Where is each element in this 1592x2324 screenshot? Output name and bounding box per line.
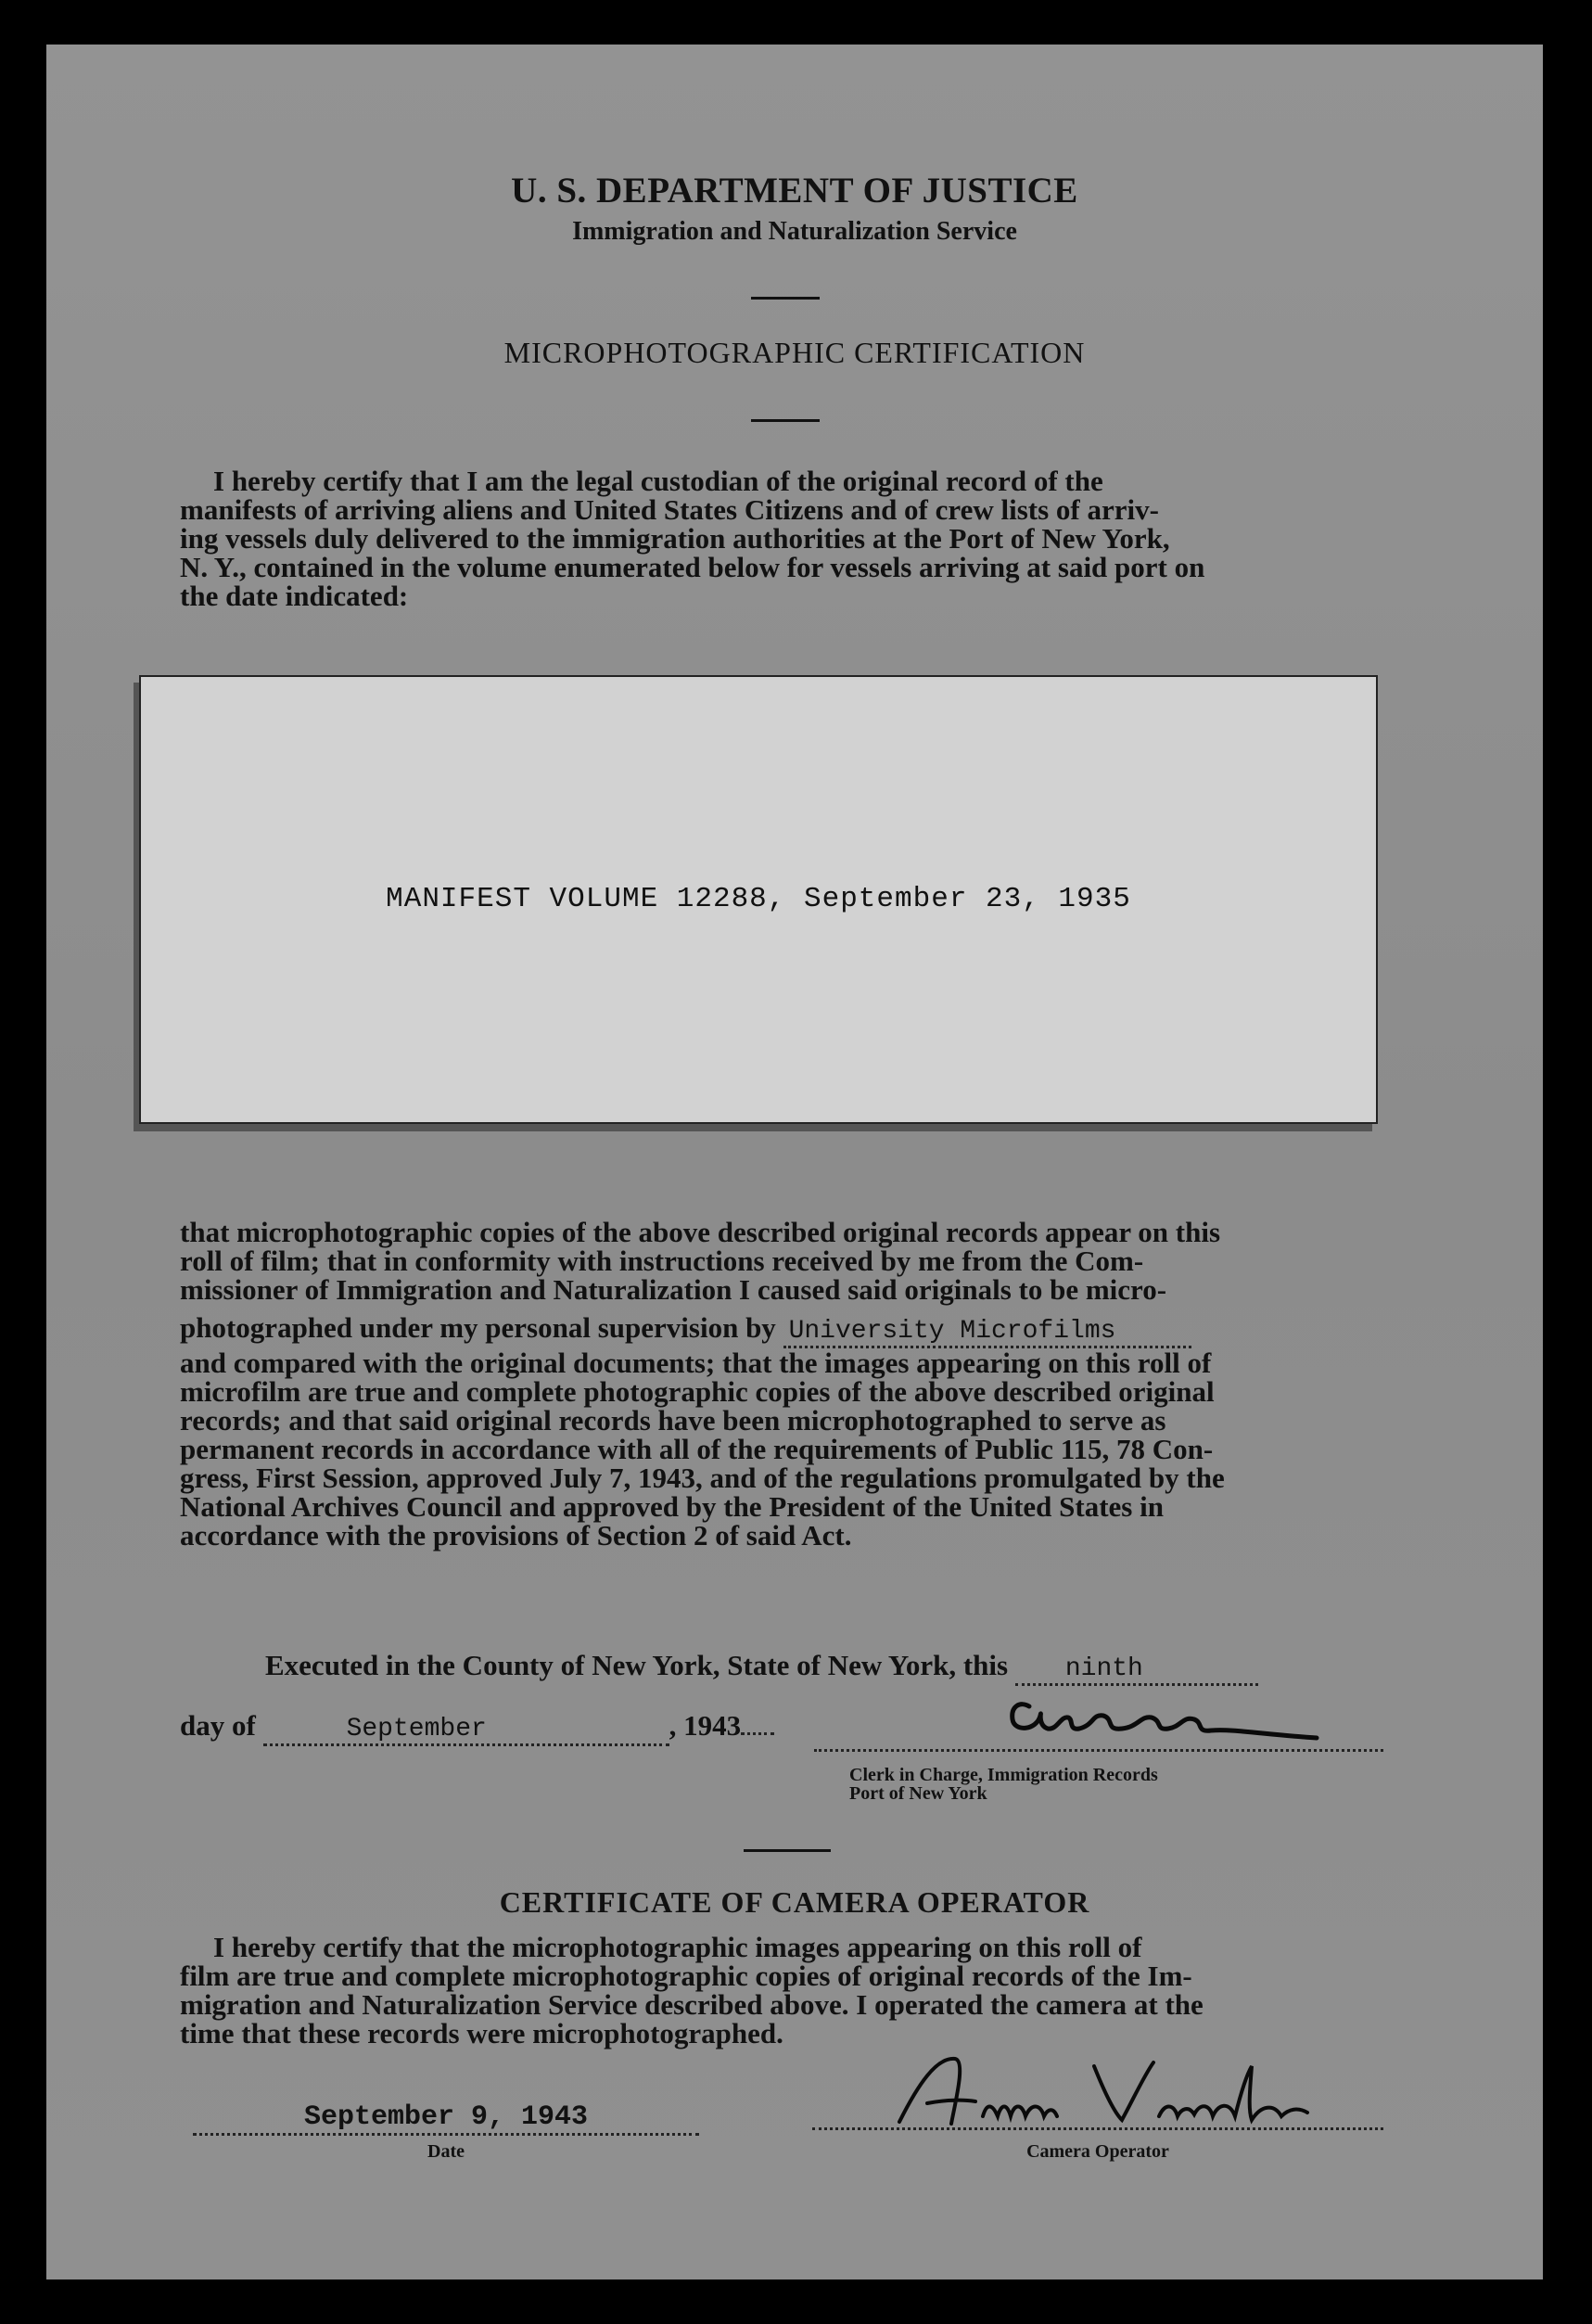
camera-line: migration and Naturalization Service described above. I operated the camera at the [180, 1988, 1204, 2021]
intro-paragraph [180, 466, 1435, 610]
date-value: September 9, 1943 [303, 2101, 589, 2133]
month-value: September [346, 1715, 487, 1743]
camera-operator-signature-line [812, 2127, 1383, 2130]
supervision-prefix: photographed under my personal supervision by [180, 1311, 776, 1344]
camera-paragraph [180, 1933, 1435, 2048]
divider [751, 419, 820, 422]
intro-line: N. Y., contained in the volume enumerated below for vessels arriving at said port on [180, 551, 1205, 583]
body-line: and compared with the original documents; that the images appearing on this roll of [180, 1347, 1212, 1379]
body-line: microfilm are true and complete photographic copies of the above described original [180, 1375, 1215, 1408]
department-heading: U. S. DEPARTMENT OF JUSTICE [511, 171, 1078, 211]
body-line: National Archives Council and approved by the President of the United States in [180, 1490, 1164, 1523]
clerk-title-line: Clerk in Charge, Immigration Records [849, 1765, 1158, 1785]
supervision-line [180, 1313, 1435, 1348]
body-line: that microphotographic copies of the above described original records appear on this [180, 1216, 1221, 1248]
body-line: accordance with the provisions of Section 2 of said Act. [180, 1519, 852, 1551]
intro-line: ing vessels duly delivered to the immigration authorities at the Port of New York, [180, 522, 1170, 555]
divider [751, 297, 820, 300]
clerk-signature-line [814, 1749, 1383, 1752]
camera-line: film are true and complete microphotographic copies of original records of the Im- [180, 1960, 1192, 1992]
executed-line [265, 1651, 1435, 1686]
body-line: gress, First Session, approved July 7, 1943, and of the regulations promulgated by the [180, 1462, 1225, 1494]
clerk-title [849, 1766, 1158, 1803]
day-of-line [180, 1711, 885, 1746]
supervision-field [783, 1313, 1191, 1348]
body-line: permanent records in accordance with all of the requirements of Public 115, 78 Con- [180, 1433, 1214, 1465]
supervision-value: University Microfilms [788, 1317, 1116, 1346]
body-line: records; and that said original records have been microphotographed to serve as [180, 1404, 1166, 1437]
certification-title: MICROPHOTOGRAPHIC CERTIFICATION [503, 336, 1086, 369]
day-value: ninth [1064, 1654, 1143, 1683]
camera-line: I hereby certify that the microphotographic images appearing on this roll of [213, 1931, 1142, 1963]
year-text: , 1943 [669, 1709, 742, 1742]
camera-operator-label: Camera Operator [1026, 2141, 1169, 2162]
intro-line: manifests of arriving aliens and United States Citizens and of crew lists of arriv- [180, 493, 1159, 526]
body-paragraph [180, 1218, 1435, 1550]
certificate-page [46, 45, 1543, 2279]
executed-prefix: Executed in the County of New York, State of New York, this [265, 1649, 1009, 1681]
date-label: Date [427, 2141, 465, 2162]
day-of-label: day of [180, 1709, 256, 1742]
clerk-signature [983, 1688, 1382, 1753]
camera-line: time that these records were microphotographed. [180, 2017, 783, 2049]
date-field [193, 2101, 699, 2136]
day-field [1015, 1651, 1258, 1686]
service-subheading: Immigration and Naturalization Service [572, 217, 1017, 246]
clerk-title-line: Port of New York [849, 1783, 987, 1804]
month-field [263, 1711, 669, 1746]
manifest-card [139, 675, 1378, 1124]
camera-operator-signature [862, 2048, 1326, 2140]
body-line: roll of film; that in conformity with instructions received by me from the Com- [180, 1245, 1144, 1277]
body-line: missioner of Immigration and Naturalization I caused said originals to be micro- [180, 1273, 1167, 1306]
divider [744, 1849, 831, 1852]
year-dots [741, 1732, 774, 1735]
intro-line: the date indicated: [180, 580, 409, 612]
manifest-volume-text: MANIFEST VOLUME 12288, September 23, 1935 [386, 883, 1131, 915]
intro-line: I hereby certify that I am the legal custodian of the original record of the [213, 465, 1103, 497]
camera-certificate-title: CERTIFICATE OF CAMERA OPERATOR [499, 1885, 1090, 1919]
